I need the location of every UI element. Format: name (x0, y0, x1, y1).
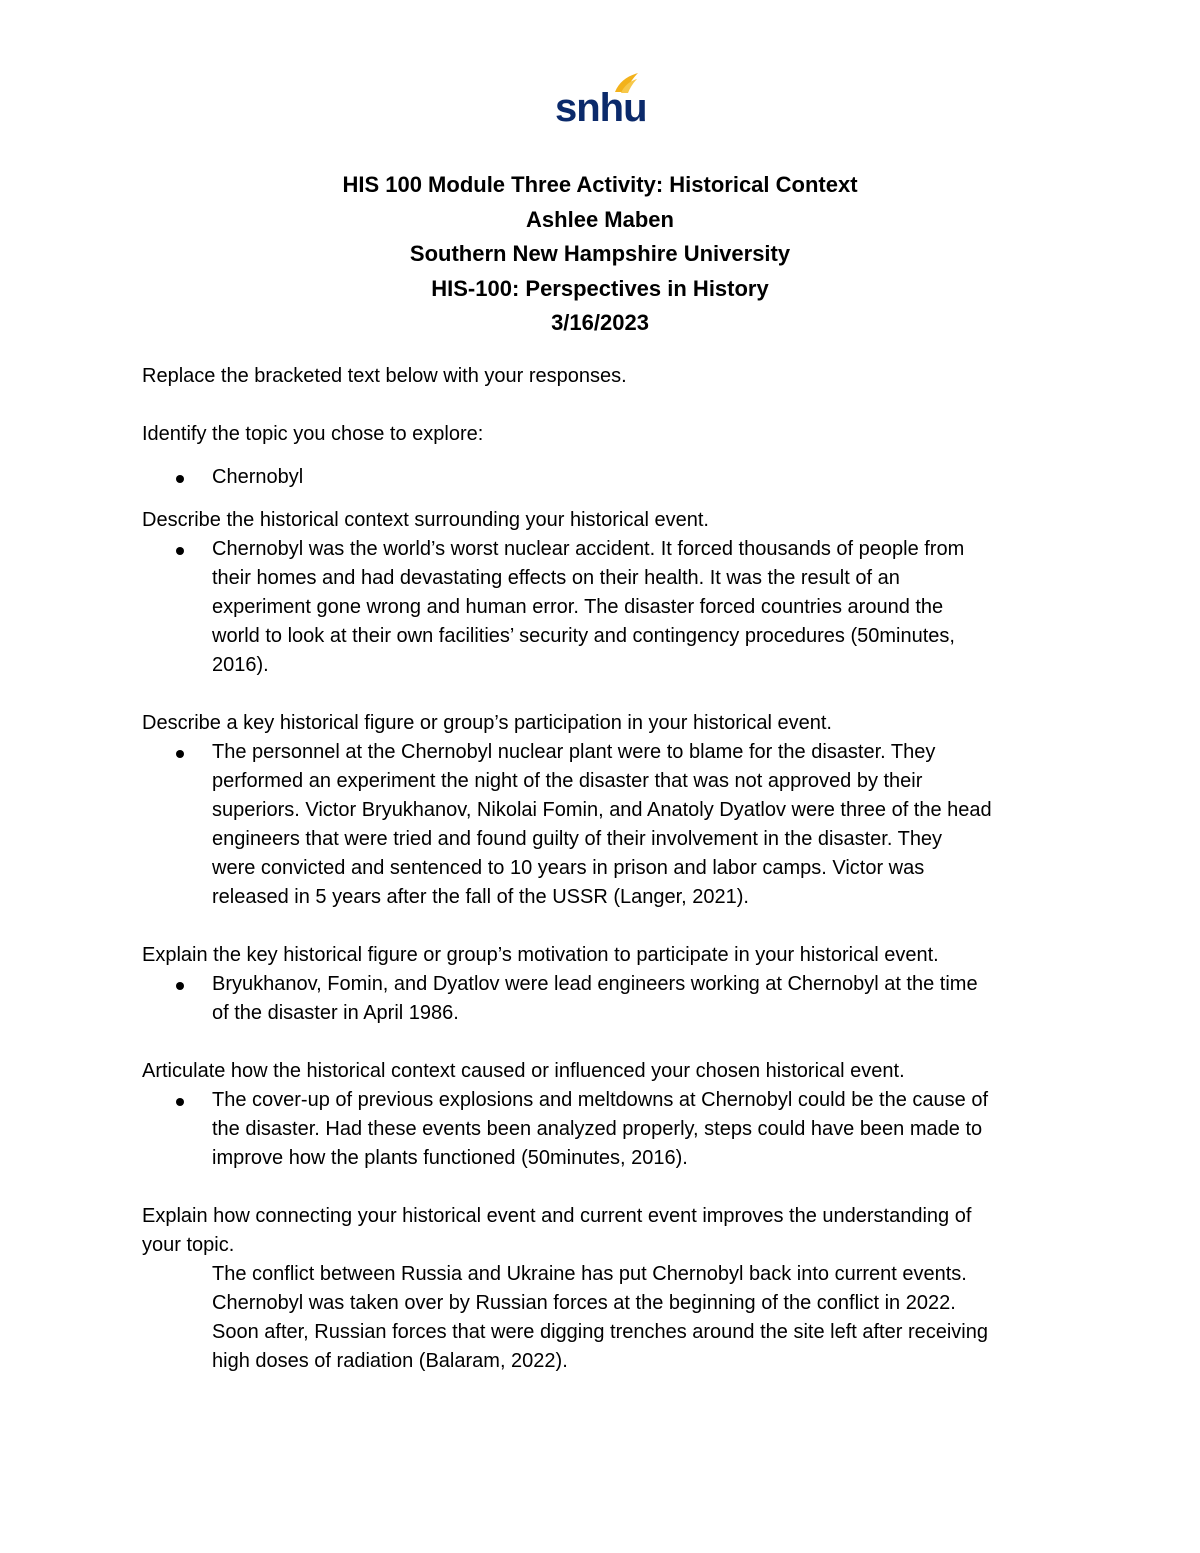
prompt-topic: Identify the topic you chose to explore: (142, 423, 484, 445)
response-line: were convicted and sentenced to 10 years in prison and labor camps. Victor was (212, 857, 925, 879)
response-line: The personnel at the Chernobyl nuclear plant were to blame for the disaster. They (212, 741, 936, 763)
bullet-icon (176, 547, 184, 555)
response-line: released in 5 years after the fall of the USSR (Langer, 2021). (212, 886, 749, 908)
response-line: world to look at their own facilities’ security and contingency procedures (50minutes, (212, 625, 955, 647)
instructions-text: Replace the bracketed text below with your responses. (142, 365, 627, 387)
prompt-connection-cont: your topic. (142, 1234, 235, 1256)
institution-name: Southern New Hampshire University (409, 241, 791, 266)
snhu-logo (555, 72, 647, 132)
list-item (142, 535, 1062, 680)
document-date: 3/16/2023 (551, 310, 649, 335)
document-header (0, 168, 1200, 341)
bullet-icon (176, 750, 184, 758)
bullet-icon (176, 1098, 184, 1106)
document-body (142, 362, 1062, 1376)
response-topic: Chernobyl (212, 466, 304, 488)
bullet-icon (176, 475, 184, 483)
response-context (212, 535, 1062, 680)
response-line: performed an experiment the night of the disaster that was not approved by their (212, 770, 923, 792)
response-line: Soon after, Russian forces that were digging trenches around the site left after receiving (212, 1321, 988, 1343)
prompt-connection: Explain how connecting your historical event and current event improves the understanding of (142, 1205, 972, 1227)
prompt-key-figure: Describe a key historical figure or group’s participation in your historical event. (142, 712, 832, 734)
bullet-icon (176, 982, 184, 990)
response-line: of the disaster in April 1986. (212, 1002, 459, 1024)
list-item (142, 970, 1062, 1028)
prompt-context: Describe the historical context surrounding your historical event. (142, 509, 709, 531)
response-line: 2016). (212, 654, 269, 676)
response-line: their homes and had devastating effects on their health. It was the result of an (212, 567, 900, 589)
list-item (142, 463, 1062, 492)
response-line: the disaster. Had these events been analyzed properly, steps could have been made to (212, 1118, 983, 1140)
course-name: HIS-100: Perspectives in History (431, 275, 769, 301)
response-line: The conflict between Russia and Ukraine has put Chernobyl back into current events. (212, 1263, 967, 1285)
response-line: improve how the plants functioned (50minutes, 2016). (212, 1147, 688, 1169)
response-line: superiors. Victor Bryukhanov, Nikolai Fomin, and Anatoly Dyatlov were three of the head (212, 799, 992, 821)
prompt-motivation: Explain the key historical figure or group’s motivation to participate in your historical event. (142, 944, 939, 966)
response-line: high doses of radiation (Balaram, 2022). (212, 1350, 568, 1372)
response-motivation (212, 970, 1062, 1028)
response-line: Chernobyl was taken over by Russian forces at the beginning of the conflict in 2022. (212, 1292, 956, 1314)
list-item (142, 738, 1062, 912)
response-line: experiment gone wrong and human error. The disaster forced countries around the (212, 596, 944, 618)
response-causation (212, 1086, 1062, 1173)
response-line: Chernobyl was the world’s worst nuclear accident. It forced thousands of people from (212, 538, 965, 560)
document-title: HIS 100 Module Three Activity: Historical Context (342, 172, 858, 197)
logo-text: snhu (555, 86, 647, 130)
response-connection (142, 1260, 1062, 1376)
response-line: engineers that were tried and found guilty of their involvement in the disaster. They (212, 828, 943, 850)
prompt-causation: Articulate how the historical context caused or influenced your chosen historical event. (142, 1060, 905, 1082)
response-line: The cover-up of previous explosions and meltdowns at Chernobyl could be the cause of (212, 1089, 989, 1111)
response-line: Bryukhanov, Fomin, and Dyatlov were lead engineers working at Chernobyl at the time (212, 973, 978, 995)
author-name: Ashlee Maben (526, 206, 674, 232)
response-key-figure (212, 738, 1062, 912)
list-item (142, 1086, 1062, 1173)
